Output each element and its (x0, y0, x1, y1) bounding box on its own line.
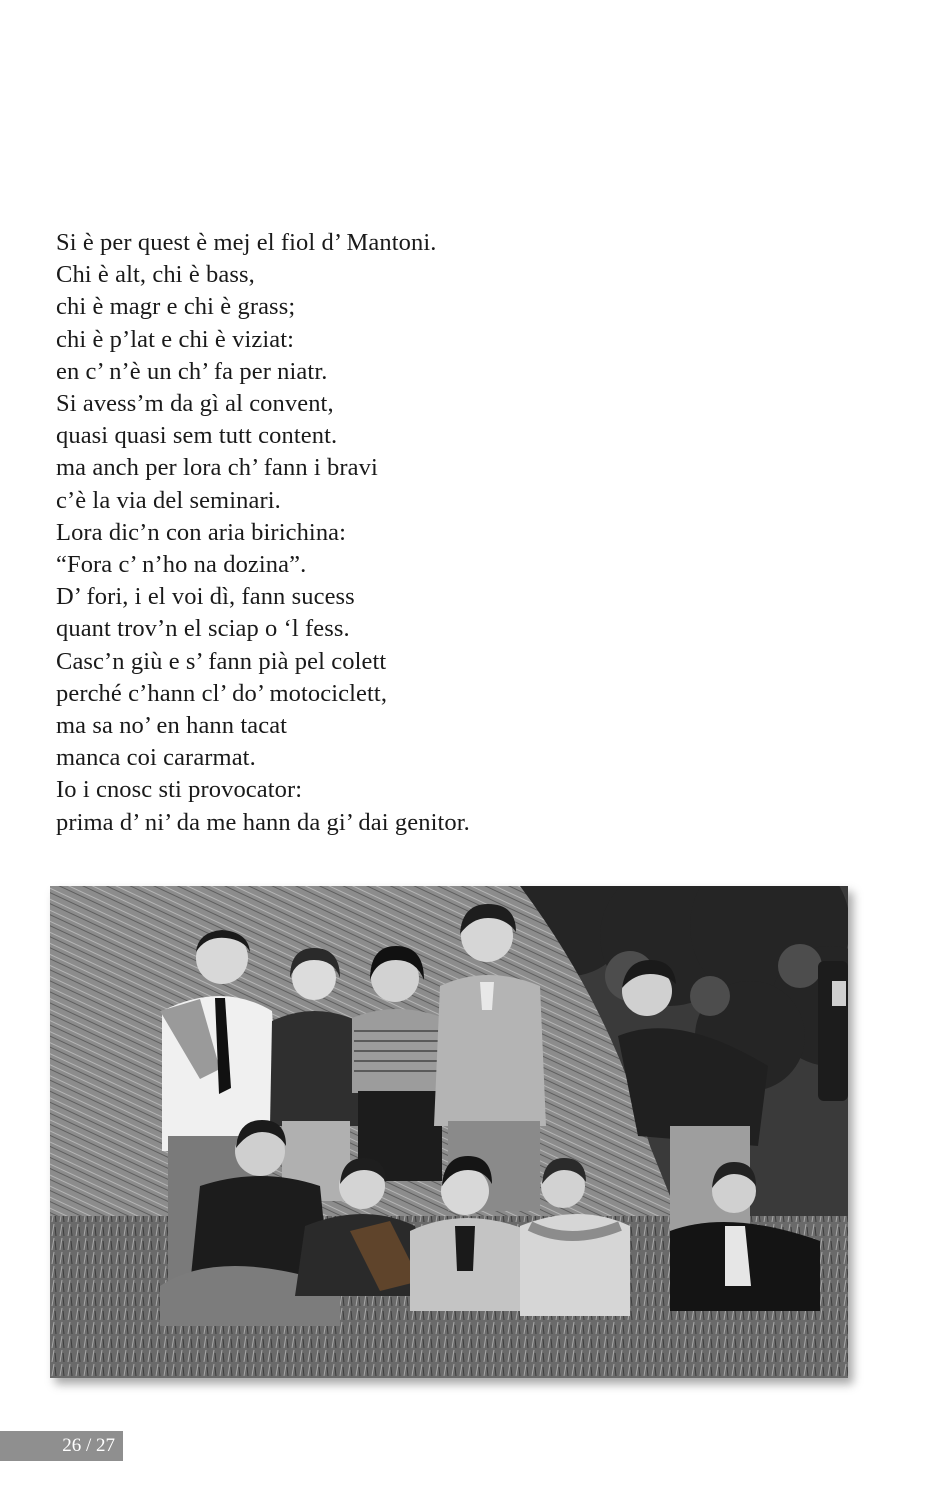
poem-line: Lora dic’n con aria birichina: (56, 518, 347, 546)
group-photo (50, 886, 848, 1378)
poem-line: ma sa no’ en hann tacat (56, 712, 288, 740)
poem-line: chi è magr e chi è grass; (56, 293, 296, 321)
poem-line: ma anch per lora ch’ fann i bravi (56, 454, 378, 482)
poem-line: Si è per quest è mej el fiol d’ Mantoni. (56, 229, 437, 256)
poem-line: Chi è alt, chi è bass, (56, 261, 255, 289)
poem-text (56, 227, 470, 839)
poem-line: manca coi cararmat. (56, 744, 256, 772)
poem-line: perché c’hann cl’ do’ motociclett, (56, 679, 388, 707)
poem-line: Io i cnosc sti provocator: (56, 776, 303, 804)
poem-line: c’è la via del seminari. (56, 486, 281, 514)
poem-line: Casc’n giù e s’ fann pià pel colett (56, 647, 387, 675)
poem-line: chi è p’lat e chi è viziat: (56, 325, 295, 353)
group-photo-illustration (50, 886, 848, 1378)
poem-line: quasi quasi sem tutt content. (56, 422, 338, 450)
page-number-bar (0, 1431, 123, 1461)
poem-line: “Fora c’ n’ho na dozina”. (56, 551, 307, 579)
poem-line: Si avess’m da gì al convent, (56, 390, 334, 418)
poem-line: quant trov’n el sciap o ‘l fess. (56, 615, 350, 643)
poem-line: en c’ n’è un ch’ fa per niatr. (56, 357, 328, 385)
poem-line: D’ fori, i el voi dì, fann sucess (56, 583, 355, 611)
page-number: 26 / 27 (62, 1435, 115, 1456)
poem-line: prima d’ ni’ da me hann da gi’ dai genitor. (56, 808, 470, 836)
